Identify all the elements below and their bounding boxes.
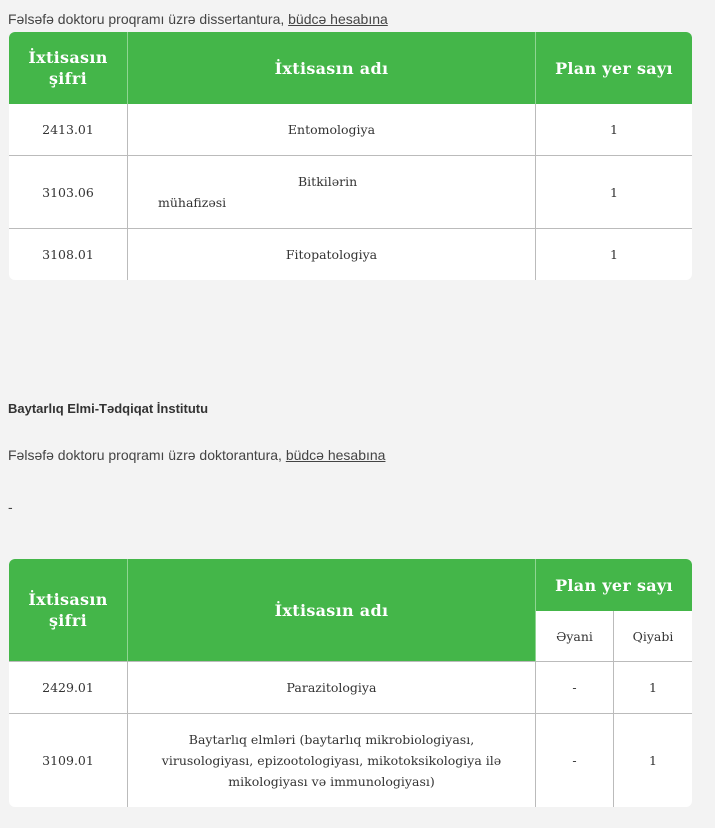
cell-part-time: 1 [649,753,657,768]
cell-name: Baytarlıq elmləri (baytarlıq mikrobiologiyası, virusologiyası, epizootologiyası, mikotoksikologiya ilə mikologiyası və immunologiyası) [128,714,536,807]
cell-plan: 1 [610,247,618,262]
table-row [9,714,692,807]
header-name: İxtisasın adı [128,32,536,104]
cell-full-time: - [536,662,614,714]
table-row [9,104,692,156]
doktorantura-table [9,559,692,807]
table-row [9,156,692,229]
header-full-time: Əyani [536,611,614,662]
cell-part-time: 1 [614,662,692,714]
table-row [9,662,692,714]
cell-code: 3103.06 [9,156,128,229]
cell-name-line1: Bitkilərin [298,174,358,189]
cell-name: Parazitologiya [128,662,536,714]
cell-code: 2413.01 [9,104,128,156]
institute-heading: Baytarlıq Elmi-Tədqiqat İnstitutu [8,401,209,416]
header-plan: Plan yer sayı [536,32,692,104]
intro-text: Fəlsəfə doktoru proqramı üzrə doktorantura, [8,447,286,463]
cell-name-line2: mühafizəsi [158,195,227,210]
header-name: İxtisasın adı [128,559,536,662]
cell-name [128,156,536,229]
cell-code: 3108.01 [9,229,128,280]
cell-plan: 1 [536,104,692,156]
intro-dissertantura [8,11,388,27]
header-code: İxtisasın şifri [9,32,128,104]
budget-link[interactable]: büdcə hesabına [288,11,388,27]
header-part-time: Qiyabi [614,611,692,662]
cell-name: Entomologiya [128,104,536,156]
header-code: İxtisasın şifri [9,559,128,662]
cell-code: 2429.01 [9,662,128,714]
cell-code: 3109.01 [9,714,128,807]
table-row [9,229,692,280]
budget-link[interactable]: büdcə hesabına [285,447,386,463]
dash-text: - [8,499,13,515]
intro-text: Fəlsəfə doktoru proqramı üzrə dissertantura, [8,11,289,27]
cell-name: Fitopatologiya [128,229,536,280]
cell-plan: 1 [536,156,692,229]
dissertantura-table [9,32,692,280]
header-plan: Plan yer sayı [536,559,692,611]
intro-doktorantura [8,447,385,463]
cell-full-time: - [536,714,614,807]
